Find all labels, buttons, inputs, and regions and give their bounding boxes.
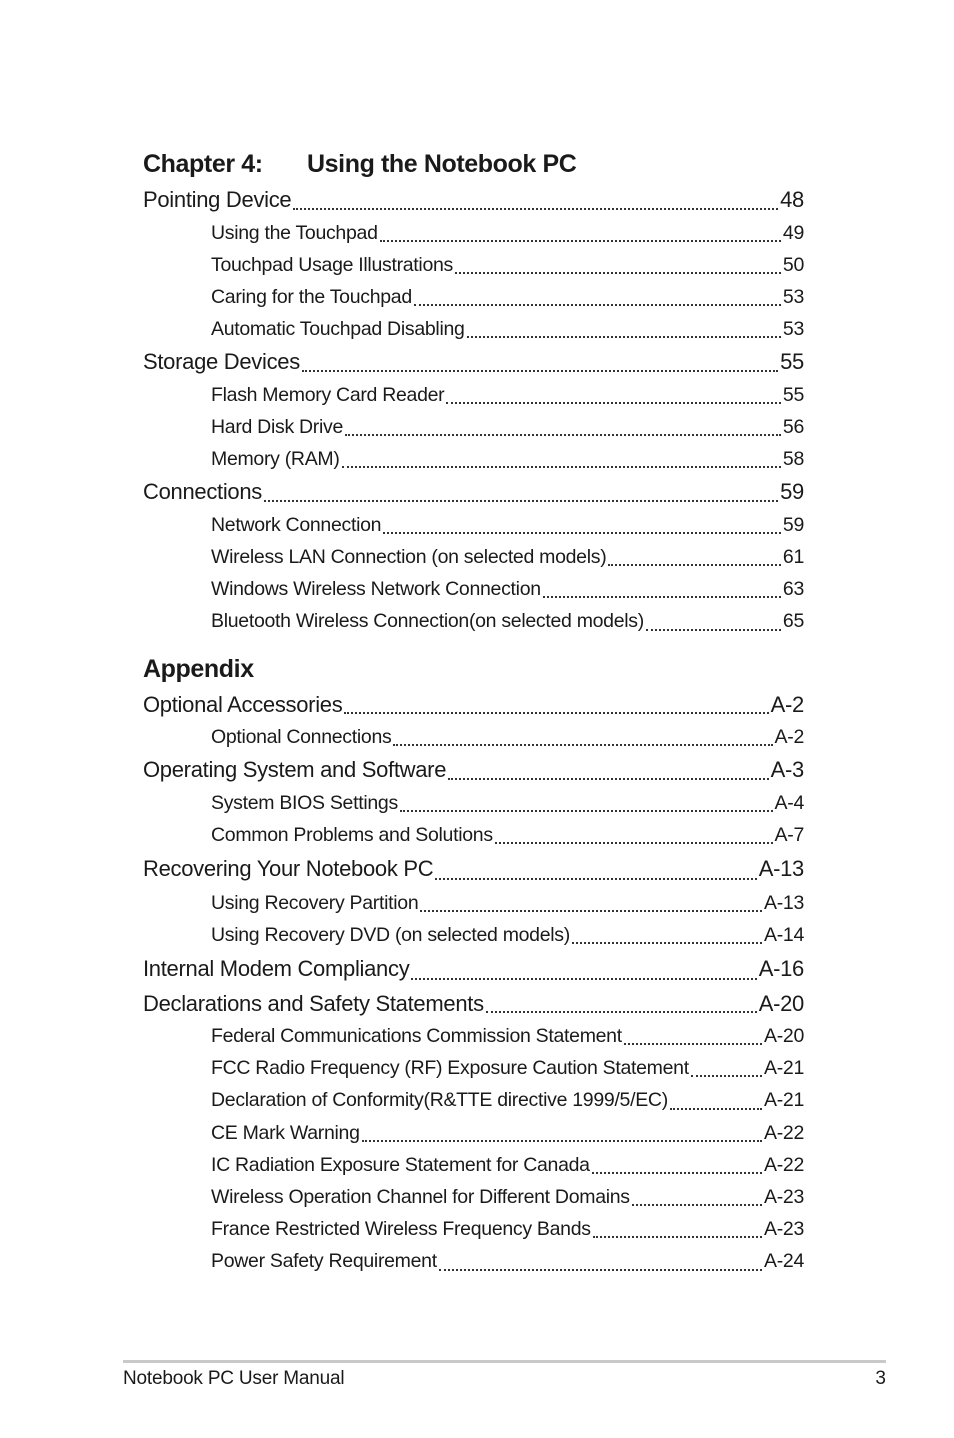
toc-section-entry[interactable] [143, 987, 804, 1021]
toc-subsection-entry[interactable] [143, 379, 804, 411]
toc-entry-page: A-2 [774, 726, 804, 749]
toc-entry-title: Recovering Your Notebook PC [143, 856, 434, 882]
footer-manual-title: Notebook PC User Manual [123, 1368, 345, 1389]
toc-dot-leader [467, 336, 781, 338]
toc-section-entry[interactable] [143, 951, 804, 987]
toc-entry-title: Optional Accessories [143, 691, 343, 717]
toc-entry-page: 55 [782, 383, 804, 406]
toc-dot-leader [293, 208, 778, 210]
toc-dot-leader [593, 1236, 762, 1238]
toc-entry-title: System BIOS Settings [211, 791, 398, 814]
toc-dot-leader [400, 810, 773, 812]
toc-entry-page: 53 [782, 318, 804, 341]
footer-page-number: 3 [875, 1368, 886, 1389]
toc-entry-page: A-21 [764, 1089, 804, 1112]
toc-subsection-entry[interactable] [143, 411, 804, 443]
toc-dot-leader [670, 1108, 762, 1110]
toc-dot-leader [393, 744, 772, 746]
toc-entry-page: A-14 [764, 923, 804, 946]
toc-entry-title: Using Recovery Partition [211, 891, 419, 914]
toc-entry-title: Storage Devices [143, 349, 300, 375]
toc-subsection-entry[interactable] [143, 443, 804, 475]
toc-entry-title: Windows Wireless Network Connection [211, 578, 541, 601]
toc-entry-page: A-7 [774, 823, 804, 846]
toc-dot-leader [624, 1043, 762, 1045]
toc-section-entry[interactable] [143, 475, 804, 509]
appendix-heading: Appendix [143, 654, 254, 683]
toc-subsection-entry[interactable] [143, 509, 804, 541]
toc-subsection-entry[interactable] [143, 1245, 804, 1277]
toc-entry-title: Pointing Device [143, 187, 292, 212]
toc-entry-page: 48 [780, 187, 804, 212]
chapter-entry-list [143, 183, 804, 638]
toc-entry-page: 56 [782, 415, 804, 438]
toc-dot-leader [632, 1204, 762, 1206]
toc-dot-leader [543, 596, 781, 598]
toc-dot-leader [455, 272, 781, 274]
toc-entry-title: Flash Memory Card Reader [211, 383, 445, 406]
toc-entry-page: A-4 [774, 791, 804, 814]
toc-section-entry[interactable] [143, 345, 804, 379]
toc-subsection-entry[interactable] [143, 1181, 804, 1213]
toc-subsection-entry[interactable] [143, 217, 804, 249]
toc-dot-leader [345, 434, 781, 436]
toc-dot-leader [608, 564, 781, 566]
toc-dot-leader [411, 978, 756, 980]
toc-subsection-entry[interactable] [143, 573, 804, 605]
appendix-entry-list [143, 688, 804, 1278]
toc-entry-title: Common Problems and Solutions [211, 823, 493, 846]
toc-entry-page: A-23 [764, 1185, 804, 1208]
toc-entry-title: Memory (RAM) [211, 448, 340, 471]
toc-entry-page: 58 [782, 448, 804, 471]
chapter-title: Using the Notebook PC [307, 150, 577, 178]
toc-entry-title: Using Recovery DVD (on selected models) [211, 923, 570, 946]
toc-entry-page: A-16 [758, 956, 804, 981]
toc-subsection-entry[interactable] [143, 819, 804, 851]
toc-entry-title: Power Safety Requirement [211, 1250, 437, 1273]
toc-entry-title: Hard Disk Drive [211, 415, 344, 438]
toc-entry-title: Internal Modem Compliancy [143, 956, 410, 981]
toc-entry-page: 59 [782, 513, 804, 536]
toc-entry-page: A-13 [764, 891, 804, 914]
toc-subsection-entry[interactable] [143, 281, 804, 313]
toc-entry-title: Federal Communications Commission Statement [211, 1025, 622, 1047]
toc-entry-page: A-13 [758, 856, 804, 882]
toc-entry-page: A-22 [764, 1153, 804, 1176]
toc-subsection-entry[interactable] [143, 249, 804, 281]
toc-subsection-entry[interactable] [143, 1052, 804, 1084]
toc-entry-title: Touchpad Usage Illustrations [211, 253, 453, 276]
toc-entry-title: Declarations and Safety Statements [143, 990, 484, 1016]
toc-dot-leader [646, 629, 781, 631]
toc-dot-leader [592, 1172, 762, 1174]
toc-subsection-entry[interactable] [143, 605, 804, 637]
toc-entry-title: Declaration of Conformity(R&TTE directive 1999/5/EC) [211, 1089, 668, 1112]
toc-entry-title: FCC Radio Frequency (RF) Exposure Caution Statement [211, 1057, 689, 1080]
toc-entry-title: Automatic Touchpad Disabling [211, 318, 465, 341]
toc-entry-title: Wireless Operation Channel for Different Domains [211, 1185, 630, 1208]
toc-section-entry[interactable] [143, 851, 804, 887]
toc-entry-page: A-22 [764, 1121, 804, 1144]
footer-divider [123, 1360, 886, 1363]
toc-dot-leader [420, 910, 762, 912]
toc-dot-leader [486, 1011, 757, 1013]
toc-entry-page: A-21 [764, 1057, 804, 1080]
toc-dot-leader [414, 304, 781, 306]
toc-dot-leader [439, 1269, 762, 1271]
toc-entry-title: Wireless LAN Connection (on selected models) [211, 546, 607, 568]
toc-entry-title: Optional Connections [211, 726, 392, 749]
toc-entry-title: Caring for the Touchpad [211, 285, 412, 308]
toc-section-entry[interactable] [143, 753, 804, 787]
toc-section-entry[interactable] [143, 688, 804, 722]
toc-entry-page: 49 [782, 221, 804, 244]
toc-entry-title: France Restricted Wireless Frequency Bands [211, 1218, 591, 1241]
toc-entry-title: IC Radiation Exposure Statement for Canada [211, 1153, 590, 1176]
toc-dot-leader [572, 942, 762, 944]
toc-entry-page: A-24 [764, 1250, 804, 1273]
toc-dot-leader [495, 842, 773, 844]
toc-subsection-entry[interactable] [143, 1084, 804, 1116]
toc-entry-page: A-23 [764, 1218, 804, 1241]
toc-entry-page: A-2 [770, 691, 804, 717]
toc-dot-leader [448, 778, 769, 780]
toc-dot-leader [383, 532, 781, 534]
toc-entry-page: A-3 [770, 757, 804, 783]
toc-entry-page: 59 [780, 479, 804, 505]
toc-entry-page: A-20 [764, 1025, 804, 1047]
toc-subsection-entry[interactable] [143, 721, 804, 753]
toc-dot-leader [264, 500, 778, 502]
toc-subsection-entry[interactable] [143, 313, 804, 345]
toc-subsection-entry[interactable] [143, 1149, 804, 1181]
toc-subsection-entry[interactable] [143, 919, 804, 951]
toc-entry-page: 53 [782, 285, 804, 308]
toc-entry-title: Network Connection [211, 513, 382, 536]
toc-subsection-entry[interactable] [143, 1213, 804, 1245]
toc-dot-leader [380, 240, 781, 242]
toc-subsection-entry[interactable] [143, 887, 804, 919]
toc-entry-page: 55 [780, 349, 804, 375]
toc-entry-title: Bluetooth Wireless Connection(on selected models) [211, 610, 644, 633]
toc-entry-title: Connections [143, 479, 262, 505]
chapter-number: Chapter 4: [143, 150, 263, 178]
toc-dot-leader [362, 1140, 762, 1142]
toc-entry-title: Operating System and Software [143, 757, 447, 783]
toc-dot-leader [435, 878, 756, 880]
toc-subsection-entry[interactable] [143, 1020, 804, 1052]
toc-dot-leader [344, 712, 768, 714]
toc-subsection-entry[interactable] [143, 1117, 804, 1149]
toc-entry-title: Using the Touchpad [211, 221, 378, 244]
chapter-heading [143, 145, 804, 183]
toc-entry-title: CE Mark Warning [211, 1121, 360, 1144]
toc-entry-page: 61 [782, 546, 804, 568]
toc-dot-leader [342, 466, 781, 468]
toc-dot-leader [691, 1075, 762, 1077]
toc-entry-page: A-20 [758, 990, 804, 1016]
toc-subsection-entry[interactable] [143, 541, 804, 573]
toc-section-entry[interactable] [143, 183, 804, 217]
toc-dot-leader [446, 402, 781, 404]
toc-entry-page: 50 [782, 253, 804, 276]
toc-entry-page: 63 [782, 578, 804, 601]
toc-entry-page: 65 [782, 610, 804, 633]
toc-dot-leader [302, 370, 778, 372]
toc-subsection-entry[interactable] [143, 787, 804, 819]
table-of-contents [143, 145, 804, 1278]
